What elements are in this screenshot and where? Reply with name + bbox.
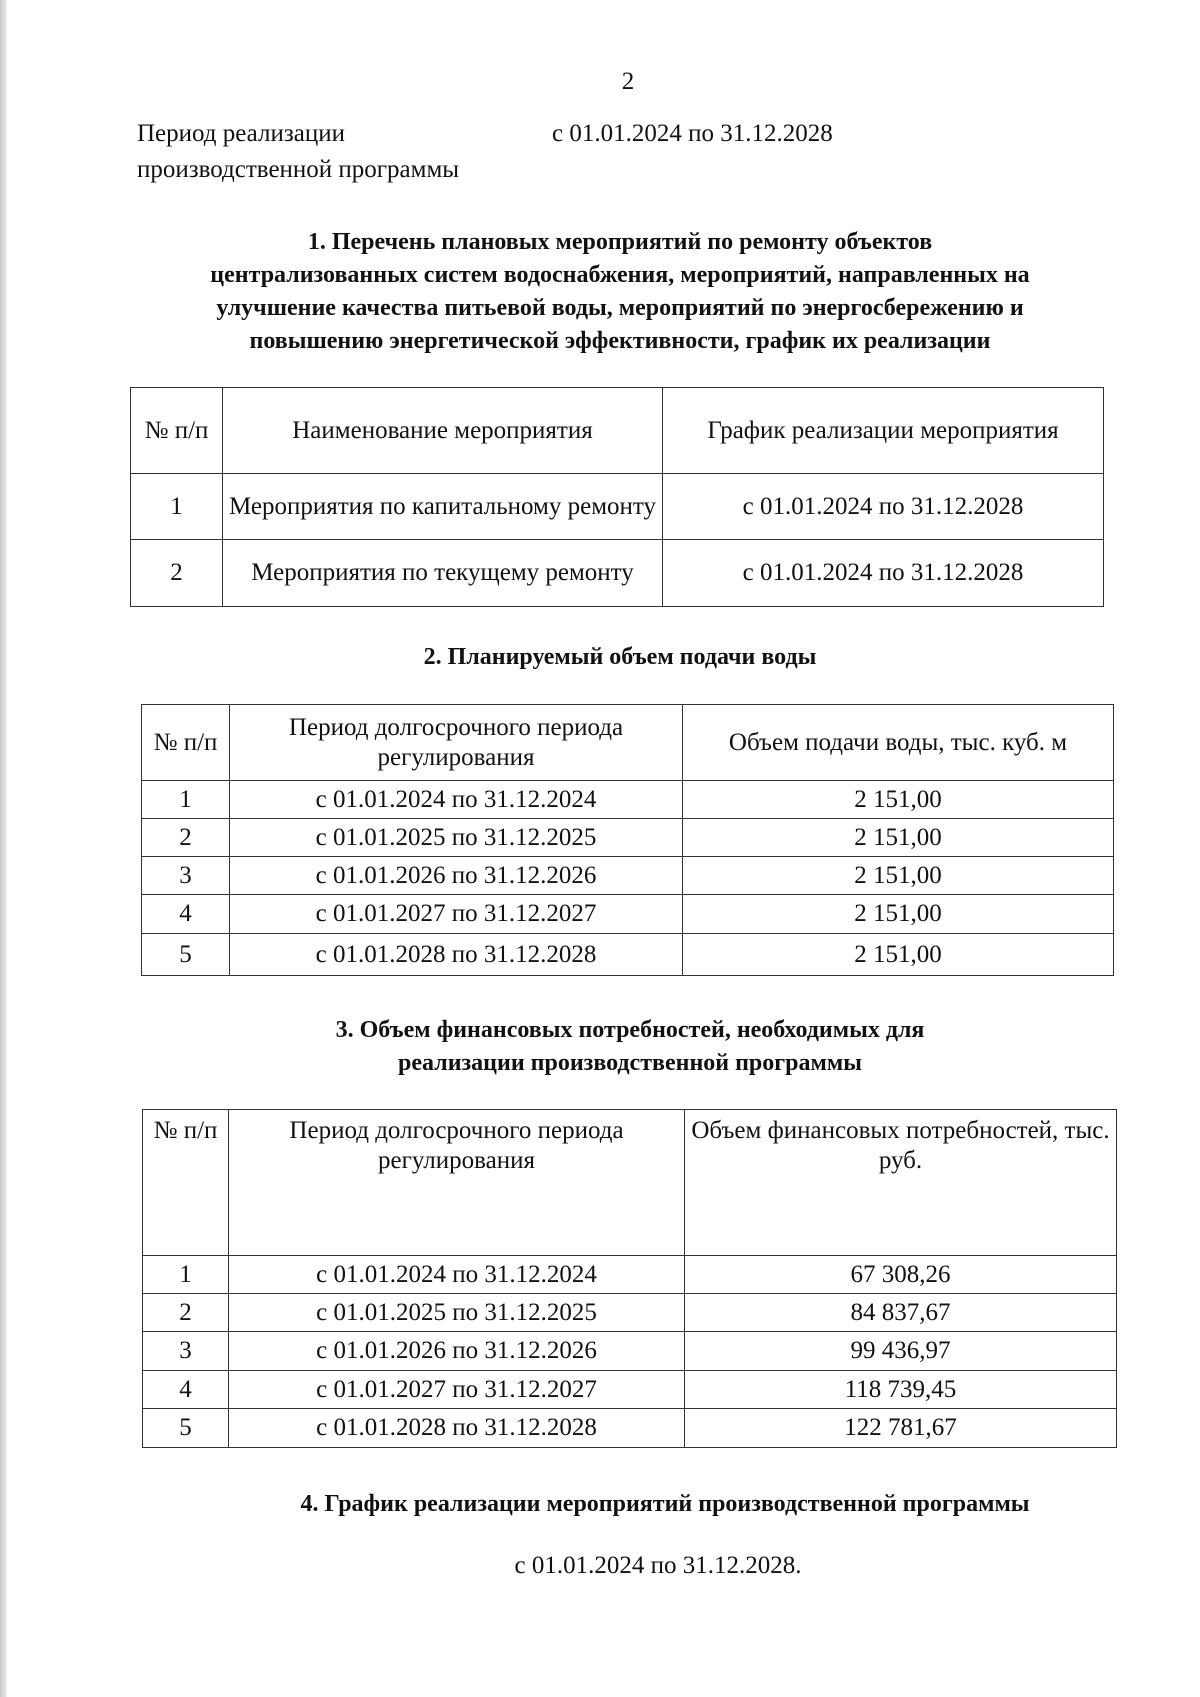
cell-period: с 01.01.2028 по 31.12.2028	[229, 1409, 685, 1448]
cell-schedule: с 01.01.2024 по 31.12.2028	[663, 474, 1104, 540]
table-header-row	[131, 388, 1104, 474]
cell-number: 2	[143, 1294, 229, 1332]
cell-name: Мероприятия по капитальному ремонту	[223, 474, 663, 540]
header-period: Период долгосрочного периода регулирования	[230, 705, 683, 781]
table-row	[143, 1371, 1117, 1409]
cell-amount: 122 781,67	[685, 1409, 1117, 1448]
title-line: улучшение качества питьевой воды, мероприятий по энергосбережению и	[216, 295, 1024, 321]
cell-period: с 01.01.2025 по 31.12.2025	[229, 1294, 685, 1332]
header-volume: Объем подачи воды, тыс. куб. м	[683, 705, 1114, 781]
cell-number: 4	[143, 1371, 229, 1409]
page-number: 2	[621, 68, 635, 95]
table-row	[143, 1256, 1117, 1294]
cell-number: 5	[142, 934, 230, 976]
cell-number: 2	[142, 819, 230, 857]
cell-number: 3	[143, 1332, 229, 1371]
cell-period: с 01.01.2024 по 31.12.2024	[229, 1256, 685, 1294]
table-header-row	[142, 705, 1114, 781]
cell-number: 4	[142, 895, 230, 934]
table-row	[142, 857, 1114, 895]
table-row	[142, 895, 1114, 934]
cell-period: с 01.01.2026 по 31.12.2026	[230, 857, 683, 895]
cell-number: 1	[143, 1256, 229, 1294]
cell-amount: 67 308,26	[685, 1256, 1117, 1294]
period-label-line2: производственной программы	[137, 156, 460, 183]
title-line: реализации производственной программы	[398, 1050, 862, 1076]
cell-period: с 01.01.2027 по 31.12.2027	[229, 1371, 685, 1409]
cell-amount: 118 739,45	[685, 1371, 1117, 1409]
table-row	[131, 540, 1104, 607]
cell-schedule: с 01.01.2024 по 31.12.2028	[663, 540, 1104, 607]
table-row	[143, 1409, 1117, 1448]
header-number: № п/п	[131, 388, 223, 474]
title-line: повышению энергетической эффективности, график их реализации	[249, 328, 991, 354]
cell-number: 5	[143, 1409, 229, 1448]
period-value: с 01.01.2024 по 31.12.2028	[552, 120, 833, 147]
table-row	[142, 781, 1114, 819]
cell-period: с 01.01.2025 по 31.12.2025	[230, 819, 683, 857]
cell-amount: 99 436,97	[685, 1332, 1117, 1371]
cell-volume: 2 151,00	[683, 857, 1114, 895]
title-line: 1. Перечень плановых мероприятий по ремонту объектов	[307, 229, 933, 255]
cell-number: 1	[131, 474, 223, 540]
header-schedule: График реализации мероприятия	[663, 388, 1104, 474]
table-row	[142, 934, 1114, 976]
section1-title	[120, 226, 1120, 358]
header-number: № п/п	[142, 705, 230, 781]
section3-title	[130, 1014, 1130, 1080]
title-line: 3. Объем финансовых потребностей, необходимых для	[335, 1017, 925, 1043]
section2-title: 2. Планируемый объем подачи воды	[423, 644, 817, 670]
cell-volume: 2 151,00	[683, 895, 1114, 934]
cell-volume: 2 151,00	[683, 934, 1114, 976]
header-name: Наименование мероприятия	[223, 388, 663, 474]
financial-needs-table	[142, 1109, 1117, 1448]
water-volume-table	[141, 704, 1114, 976]
cell-period: с 01.01.2028 по 31.12.2028	[230, 934, 683, 976]
cell-number: 2	[131, 540, 223, 607]
header-number: № п/п	[143, 1110, 229, 1256]
section4-text: с 01.01.2024 по 31.12.2028.	[514, 1552, 802, 1579]
scan-edge	[0, 0, 7, 1697]
table-row	[142, 819, 1114, 857]
table-header-row	[143, 1110, 1117, 1256]
table-row	[143, 1332, 1117, 1371]
table-row	[131, 474, 1104, 540]
cell-number: 3	[142, 857, 230, 895]
header-amount: Объем финансовых потребностей, тыс. руб.	[685, 1110, 1117, 1256]
title-line: централизованных систем водоснабжения, мероприятий, направленных на	[210, 262, 1030, 288]
table-row	[143, 1294, 1117, 1332]
measures-table	[130, 387, 1104, 607]
cell-volume: 2 151,00	[683, 781, 1114, 819]
cell-period: с 01.01.2024 по 31.12.2024	[230, 781, 683, 819]
cell-period: с 01.01.2026 по 31.12.2026	[229, 1332, 685, 1371]
cell-amount: 84 837,67	[685, 1294, 1117, 1332]
period-label-line1: Период реализации	[137, 120, 345, 147]
cell-name: Мероприятия по текущему ремонту	[223, 540, 663, 607]
cell-number: 1	[142, 781, 230, 819]
section4-title: 4. График реализации мероприятий производственной программы	[300, 1491, 1030, 1517]
cell-period: с 01.01.2027 по 31.12.2027	[230, 895, 683, 934]
cell-volume: 2 151,00	[683, 819, 1114, 857]
header-period: Период долгосрочного периода регулирования	[229, 1110, 685, 1256]
